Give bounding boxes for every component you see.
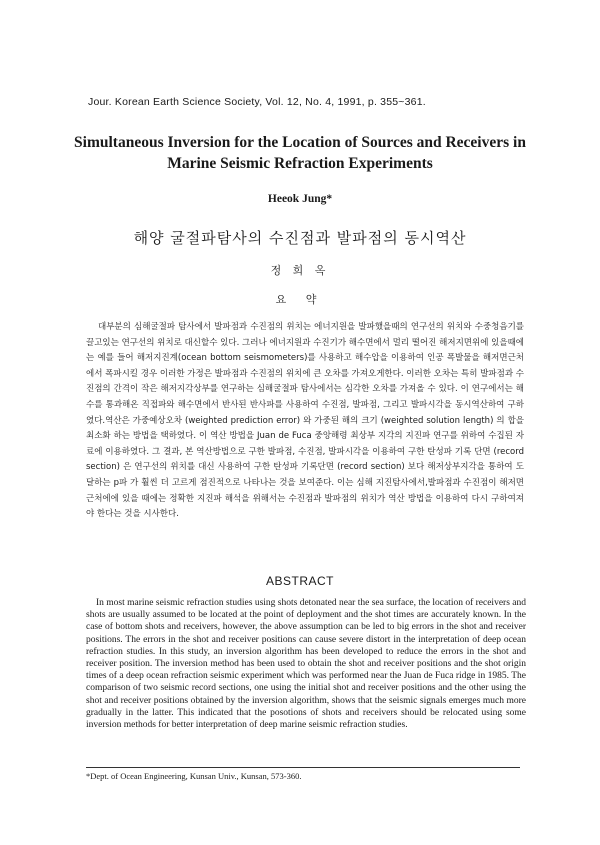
- abstract-body: In most marine seismic refraction studies using shots detonated near the sea surface, the location of receivers and shots are usually assumed to be located at the point of deployment and the shot times are accurately known. In the case of bottom shots and receivers, however, the above assumption can be led to big errors in the shot and receiver positions. The errors in the shot and receiver positions can cause severe distort in the interpretation of deep ocean refraction studies. In this study, an inversion algorithm has been developed to reduce the errors in the shot and receiver position. The inversion method has been used to obtain the shot and receiver positions and the shot origin times of a deep ocean refraction seismic experiment which was performed near the Juan de Fuca ridge in 1985. The comparison of two seismic record sections, one using the initial shot and receiver positions and the other using the shot and receiver positions obtained by the inversion algorithm, shows that the seismic signals emerges much more gradually in the latter. This indicated that the posotions of shots and receivers should be relocated using some inversion methods for better interpretation of deep marine seismic refraction studies.: [86, 598, 526, 731]
- korean-abstract: 대부분의 심해굴절파 탐사에서 발파점과 수진점의 위치는 에너지원을 발파했을때의 연구선의 위치와 수중청음기를 끌고있는 연구선의 위치로 대신할수 있다. 그러나 에너지원과 수진기가 해수면에서 멀리 떨어진 해저지면위에 있을때에는 예를 들어 해저지진계(ocean bottom seismometers)를 사용하고 해수압을 이용하여 인공 폭발물을 해저면근처에서 폭파시킬 경우 이러한 가정은 발파점과 수진점의 위치에 큰 오차를 가져오게한다. 이러한 오차는 특히 발파점과 수진점의 간격이 작은 해저지각상부를 연구하는 심해굴절파 탐사에서는 심각한 오차를 가져올 수 있다. 이 연구에서는 해수를 통과해온 직접파와 해수면에서 반사된 반사파를 사용하여 수진점, 발파점, 그리고 발파시각을 동시역산하여 구하였다.역산은 가중예상오차 (weighted prediction error) 와 가중된 해의 크기 (weighted solution length) 의 합을 최소화 하는 방법을 택하였다. 이 역산 방법을 Juan de Fuca 중앙해령 최상부 지각의 지진파 연구를 위하여 수집된 자료에 이용하였다. 그 결과, 본 역산방법으로 구한 발파점, 수진점, 발파시각을 이용하여 구한 탄성파 기록 단면 (record section) 은 연구선의 위치를 대신 사용하여 구한 탄성파 기록단면 (record section) 보다 해저상부지각을 통하여 도달하는 p파 가 훨씬 더 고르게 점진적으로 나타나는 것을 보여준다. 이는 심해 지진탐사에서,발파점과 수진점이 해저면근처에에 있을 때에는 정확한 지진파 해석을 위해서는 수진점과 발파점의 위치가 역산 방법을 이용하여 다시 구하여져야 한다는 것을 시사한다.: [86, 322, 524, 520]
- footnote-affiliation: *Dept. of Ocean Engineering, Kunsan Univ., Kunsan, 573-360.: [86, 771, 302, 781]
- footnote-divider: [86, 767, 520, 768]
- author-name: Heeok Jung*: [267, 193, 333, 205]
- korean-abstract-heading: 요 약: [275, 293, 325, 306]
- paper-title: Simultaneous Inversion for the Location of Sources and Receivers in Marine Seismic Refraction Experiments: [74, 134, 526, 172]
- korean-title: 해양 굴절파탐사의 수진점과 발파점의 동시역산: [133, 229, 467, 247]
- abstract-heading: ABSTRACT: [265, 574, 334, 588]
- journal-citation: Jour. Korean Earth Science Society, Vol. 12, No. 4, 1991, p. 355~361.: [88, 96, 426, 108]
- korean-author-name: 정 희 옥: [270, 264, 330, 277]
